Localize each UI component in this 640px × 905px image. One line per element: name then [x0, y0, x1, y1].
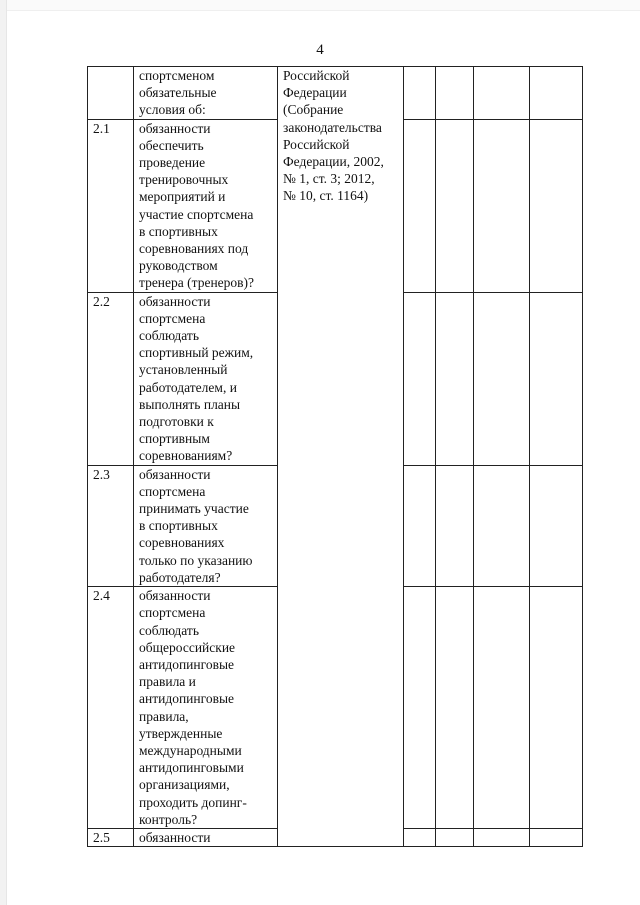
table-row: [88, 67, 583, 120]
page-number: 4: [316, 42, 324, 58]
question-line: обязанности: [139, 293, 211, 309]
answer-cell[interactable]: [404, 292, 436, 465]
answer-cell[interactable]: [474, 465, 530, 586]
question-line: только по указанию: [139, 552, 253, 568]
question-line: принимать участие: [139, 501, 249, 517]
question-line: участие спортсмена: [139, 206, 254, 222]
item-number: 2.4: [88, 587, 134, 829]
question-line: соблюдать: [139, 328, 199, 344]
legal-source-line: Российской: [283, 68, 350, 83]
question-line: спортсмена: [139, 483, 206, 499]
question-cell: [134, 465, 278, 586]
question-cell: [134, 119, 278, 292]
question-line: работодателя?: [139, 569, 221, 585]
question-line: обязанности: [139, 588, 211, 604]
question-line: спортсменом: [139, 68, 215, 83]
item-number: 2.2: [88, 292, 134, 465]
question-line: тренировочных: [139, 172, 229, 188]
item-number: 2.3: [88, 465, 134, 586]
answer-cell[interactable]: [404, 587, 436, 829]
legal-source-line: Российской: [283, 136, 350, 152]
answer-cell[interactable]: [474, 67, 530, 120]
legal-source-line: (Собрание: [283, 102, 344, 118]
question-line: проведение: [139, 155, 206, 171]
question-line: утвержденные: [139, 725, 223, 741]
checklist-table: [87, 66, 583, 847]
answer-cell[interactable]: [530, 292, 583, 465]
answer-cell[interactable]: [530, 67, 583, 120]
legal-source-line: № 1, ст. 3; 2012,: [283, 171, 375, 187]
question-line: антидопинговые: [139, 656, 235, 672]
answer-cell[interactable]: [436, 292, 474, 465]
legal-source-line: законодательства: [283, 119, 382, 135]
answer-cell[interactable]: [436, 67, 474, 120]
legal-source-line: № 10, ст. 1164): [283, 188, 369, 204]
answer-cell[interactable]: [404, 67, 436, 120]
question-line: условия об:: [139, 102, 206, 118]
question-line: антидопинговыми: [139, 760, 244, 776]
answer-cell[interactable]: [474, 587, 530, 829]
question-line: тренера (тренеров)?: [139, 275, 255, 291]
question-line: спортивным: [139, 431, 210, 447]
question-line: соревнованиям?: [139, 448, 233, 464]
question-line: обязательные: [139, 85, 217, 101]
answer-cell[interactable]: [474, 828, 530, 846]
item-number: 2.1: [88, 119, 134, 292]
question-line: международными: [139, 742, 242, 758]
question-cell: [134, 67, 278, 120]
question-line: подготовки к: [139, 414, 214, 430]
answer-cell[interactable]: [436, 465, 474, 586]
question-line: правила и: [139, 674, 196, 690]
question-line: правила,: [139, 708, 189, 724]
question-line: общероссийские: [139, 639, 236, 655]
item-number: 2.5: [88, 828, 134, 846]
question-line: обязанности: [139, 829, 211, 845]
scan-top-edge: [0, 0, 640, 11]
answer-cell[interactable]: [404, 119, 436, 292]
answer-cell[interactable]: [436, 119, 474, 292]
answer-cell[interactable]: [436, 828, 474, 846]
question-line: обязанности: [139, 120, 211, 136]
question-line: организациями,: [139, 777, 230, 793]
question-line: спортсмена: [139, 605, 206, 621]
question-cell: [134, 828, 278, 846]
legal-source-cell: [278, 67, 404, 847]
question-line: соблюдать: [139, 622, 199, 638]
question-line: мероприятий и: [139, 189, 226, 205]
answer-cell[interactable]: [530, 828, 583, 846]
question-line: работодателем, и: [139, 379, 237, 395]
answer-cell[interactable]: [530, 587, 583, 829]
answer-cell[interactable]: [404, 465, 436, 586]
answer-cell[interactable]: [530, 119, 583, 292]
scan-left-edge: [0, 0, 7, 905]
answer-cell[interactable]: [474, 292, 530, 465]
question-line: спортсмена: [139, 310, 206, 326]
answer-cell[interactable]: [474, 119, 530, 292]
question-line: в спортивных: [139, 223, 218, 239]
question-line: антидопинговые: [139, 691, 235, 707]
question-line: соревнованиях: [139, 535, 225, 551]
question-line: спортивный режим,: [139, 345, 254, 361]
answer-cell[interactable]: [436, 587, 474, 829]
question-line: обеспечить: [139, 137, 204, 153]
question-line: в спортивных: [139, 518, 218, 534]
item-number: [88, 67, 134, 120]
question-line: контроль?: [139, 811, 198, 827]
question-line: проходить допинг-: [139, 794, 247, 810]
question-line: обязанности: [139, 466, 211, 482]
legal-source-line: Федерации: [283, 85, 347, 101]
question-cell: [134, 292, 278, 465]
answer-cell[interactable]: [530, 465, 583, 586]
question-line: выполнять планы: [139, 396, 241, 412]
answer-cell[interactable]: [404, 828, 436, 846]
legal-source-line: Федерации, 2002,: [283, 154, 384, 170]
question-line: установленный: [139, 362, 228, 378]
question-cell: [134, 587, 278, 829]
question-line: соревнованиях под: [139, 241, 249, 257]
question-line: руководством: [139, 258, 218, 274]
